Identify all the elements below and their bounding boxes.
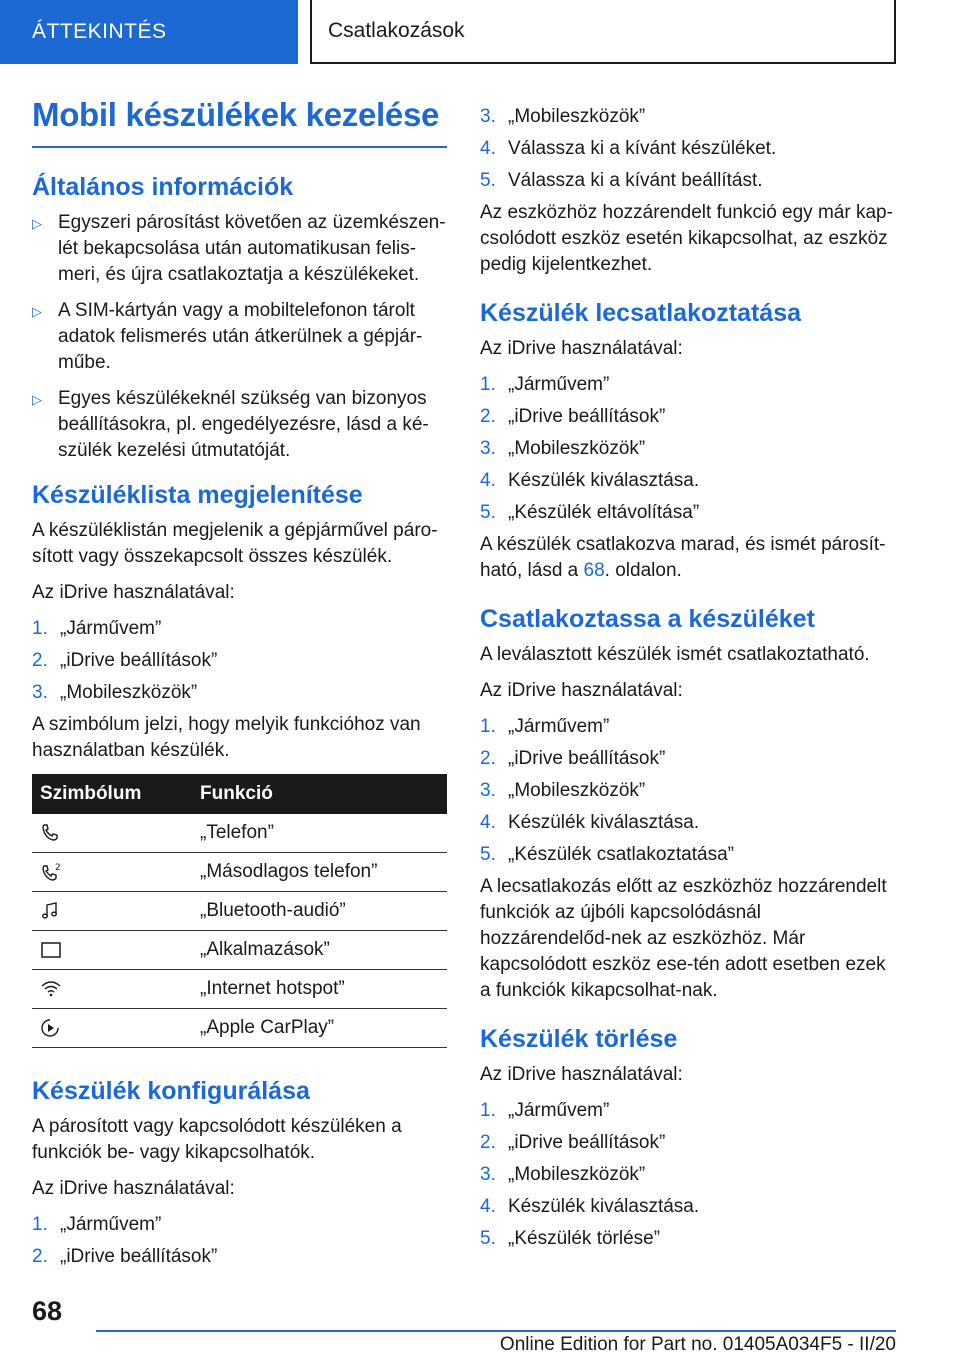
step-item: 4. Készülék kiválasztása. (480, 470, 700, 491)
bullet-item (32, 210, 447, 288)
table-row (32, 892, 447, 931)
devlist-heading: Készüléklista megjelenítése (32, 481, 363, 509)
chapter-header (310, 0, 896, 64)
step-item: 3. „Mobileszközök” (480, 780, 646, 801)
table-row (32, 853, 447, 892)
triangle-bullet-icon: ▷ (32, 392, 42, 407)
symbol-table (32, 774, 447, 1048)
function-label: „Alkalmazások” (188, 931, 447, 970)
bullet-text: Egyszeri párosítást követően az üzemkészen-lét bekapcsolása után automatikusan felis-meri, és újra csatlakoztatja a készülékeket. (58, 212, 446, 285)
step-item: 3. „Mobileszközök” (32, 682, 198, 703)
step-item: 1. „Járművem” (480, 1100, 610, 1121)
edition-footer: Online Edition for Part no. 01405A034F5 - II/20 (499, 1334, 896, 1355)
function-label: „Másodlagos telefon” (188, 853, 447, 892)
step-item: 2. „iDrive beállítások” (480, 748, 666, 769)
connect-heading: Csatlakoztassa a készüléket (480, 605, 815, 633)
function-label: „Internet hotspot” (188, 970, 447, 1009)
step-item: 5. „Készülék eltávolítása” (480, 502, 700, 523)
step-item: 3. „Mobileszközök” (480, 1164, 646, 1185)
chapter-label: Csatlakozások (328, 19, 465, 42)
music-note-icon (40, 901, 188, 921)
left-column (32, 96, 447, 1276)
step-item: 3. „Mobileszközök” (480, 106, 646, 127)
devlist-intro: A készüléklistán megjelenik a gépjárművel páro-sított vagy összekapcsolt összes készülék. (32, 520, 438, 567)
table-row (32, 814, 447, 853)
table-header-function: Funkció (188, 774, 447, 814)
triangle-bullet-icon: ▷ (32, 216, 42, 231)
app-square-icon (40, 940, 188, 960)
disconnect-note: A készülék csatlakozva marad, és ismét párosít-ható, lásd a 68. oldalon. (480, 534, 886, 581)
connect-idrive: Az iDrive használatával: (480, 680, 683, 701)
page-number: 68 (32, 1296, 63, 1326)
secondary-phone-icon (40, 862, 188, 882)
step-item: 1. „Járművem” (480, 716, 610, 737)
config-intro: A párosított vagy kapcsolódott készüléken a funkciók be- vagy kikapcsolhatók. (32, 1116, 402, 1163)
step-item: 3. „Mobileszközök” (480, 438, 646, 459)
table-header-symbol: Szimbólum (32, 774, 188, 814)
function-label: „Bluetooth-audió” (188, 892, 447, 931)
bullet-item (32, 298, 447, 376)
triangle-bullet-icon: ▷ (32, 304, 42, 319)
symbol-note: A szimbólum jelzi, hogy melyik funkcióhoz van használatban készülék. (32, 714, 421, 761)
right-column (480, 104, 895, 1258)
bullet-text: A SIM-kártyán vagy a mobiltelefonon tárolt adatok felismerés után átkerülnek a gépjár-műbe. (58, 300, 423, 373)
step-item: 5. „Készülék csatlakoztatása” (480, 844, 734, 865)
config-heading: Készülék konfigurálása (32, 1077, 310, 1105)
step-item: 2. „iDrive beállítások” (32, 1246, 218, 1267)
step-item: 5. Válassza ki a kívánt beállítást. (480, 170, 763, 191)
table-row (32, 1009, 447, 1048)
phone-icon (40, 823, 188, 843)
function-label: „Telefon” (188, 814, 447, 853)
section-tab-label: ÁTTEKINTÉS (32, 20, 167, 43)
delete-heading: Készülék törlése (480, 1025, 678, 1053)
step-item: 4. Készülék kiválasztása. (480, 812, 700, 833)
step-item: 1. „Járművem” (32, 1214, 162, 1235)
step-item: 1. „Járművem” (32, 618, 162, 639)
connect-note: A lecsatlakozás előtt az eszközhöz hozzárendelt funkciók az újbóli kapcsolódásnál hozzárendelőd-nek az eszközhöz. Már kapcsolódott eszköz ese-tén adott esetben ezek a funkciók kikapcsolhat-nak. (480, 876, 887, 1001)
step-item: 1. „Járművem” (480, 374, 610, 395)
page-link[interactable]: 68 (583, 560, 605, 581)
config-idrive: Az iDrive használatával: (32, 1178, 235, 1199)
step-item: 4. Készülék kiválasztása. (480, 1196, 700, 1217)
config-note: Az eszközhöz hozzárendelt funkció egy már kap-csolódott eszköz esetén kikapcsolhat, az eszköz pedig kijelentkezhet. (480, 202, 893, 275)
step-item: 2. „iDrive beállítások” (32, 650, 218, 671)
step-item: 2. „iDrive beállítások” (480, 1132, 666, 1153)
disconnect-heading: Készülék lecsatlakoztatása (480, 299, 802, 327)
bullet-text: Egyes készülékeknél szükség van bizonyos beállításokra, pl. engedélyezésre, lásd a ké-szülék kezelési útmutatóját. (58, 388, 429, 461)
general-heading: Általános információk (32, 173, 294, 201)
table-row (32, 970, 447, 1009)
step-item: 4. Válassza ki a kívánt készüléket. (480, 138, 777, 159)
table-row (32, 931, 447, 970)
connect-intro: A leválasztott készülék ismét csatlakoztatható. (480, 644, 870, 665)
function-label: „Apple CarPlay” (188, 1009, 447, 1048)
svg-text:2: 2 (55, 863, 61, 873)
wifi-icon (40, 979, 188, 999)
step-item: 5. „Készülék törlése” (480, 1228, 661, 1249)
footer-divider (96, 1330, 896, 1332)
section-tab (0, 0, 298, 64)
delete-idrive: Az iDrive használatával: (480, 1064, 683, 1085)
carplay-icon (40, 1018, 188, 1038)
bullet-item (32, 386, 447, 464)
page-title: Mobil készülékek kezelése (32, 96, 447, 148)
disconnect-idrive: Az iDrive használatával: (480, 338, 683, 359)
step-item: 2. „iDrive beállítások” (480, 406, 666, 427)
devlist-idrive: Az iDrive használatával: (32, 582, 235, 603)
